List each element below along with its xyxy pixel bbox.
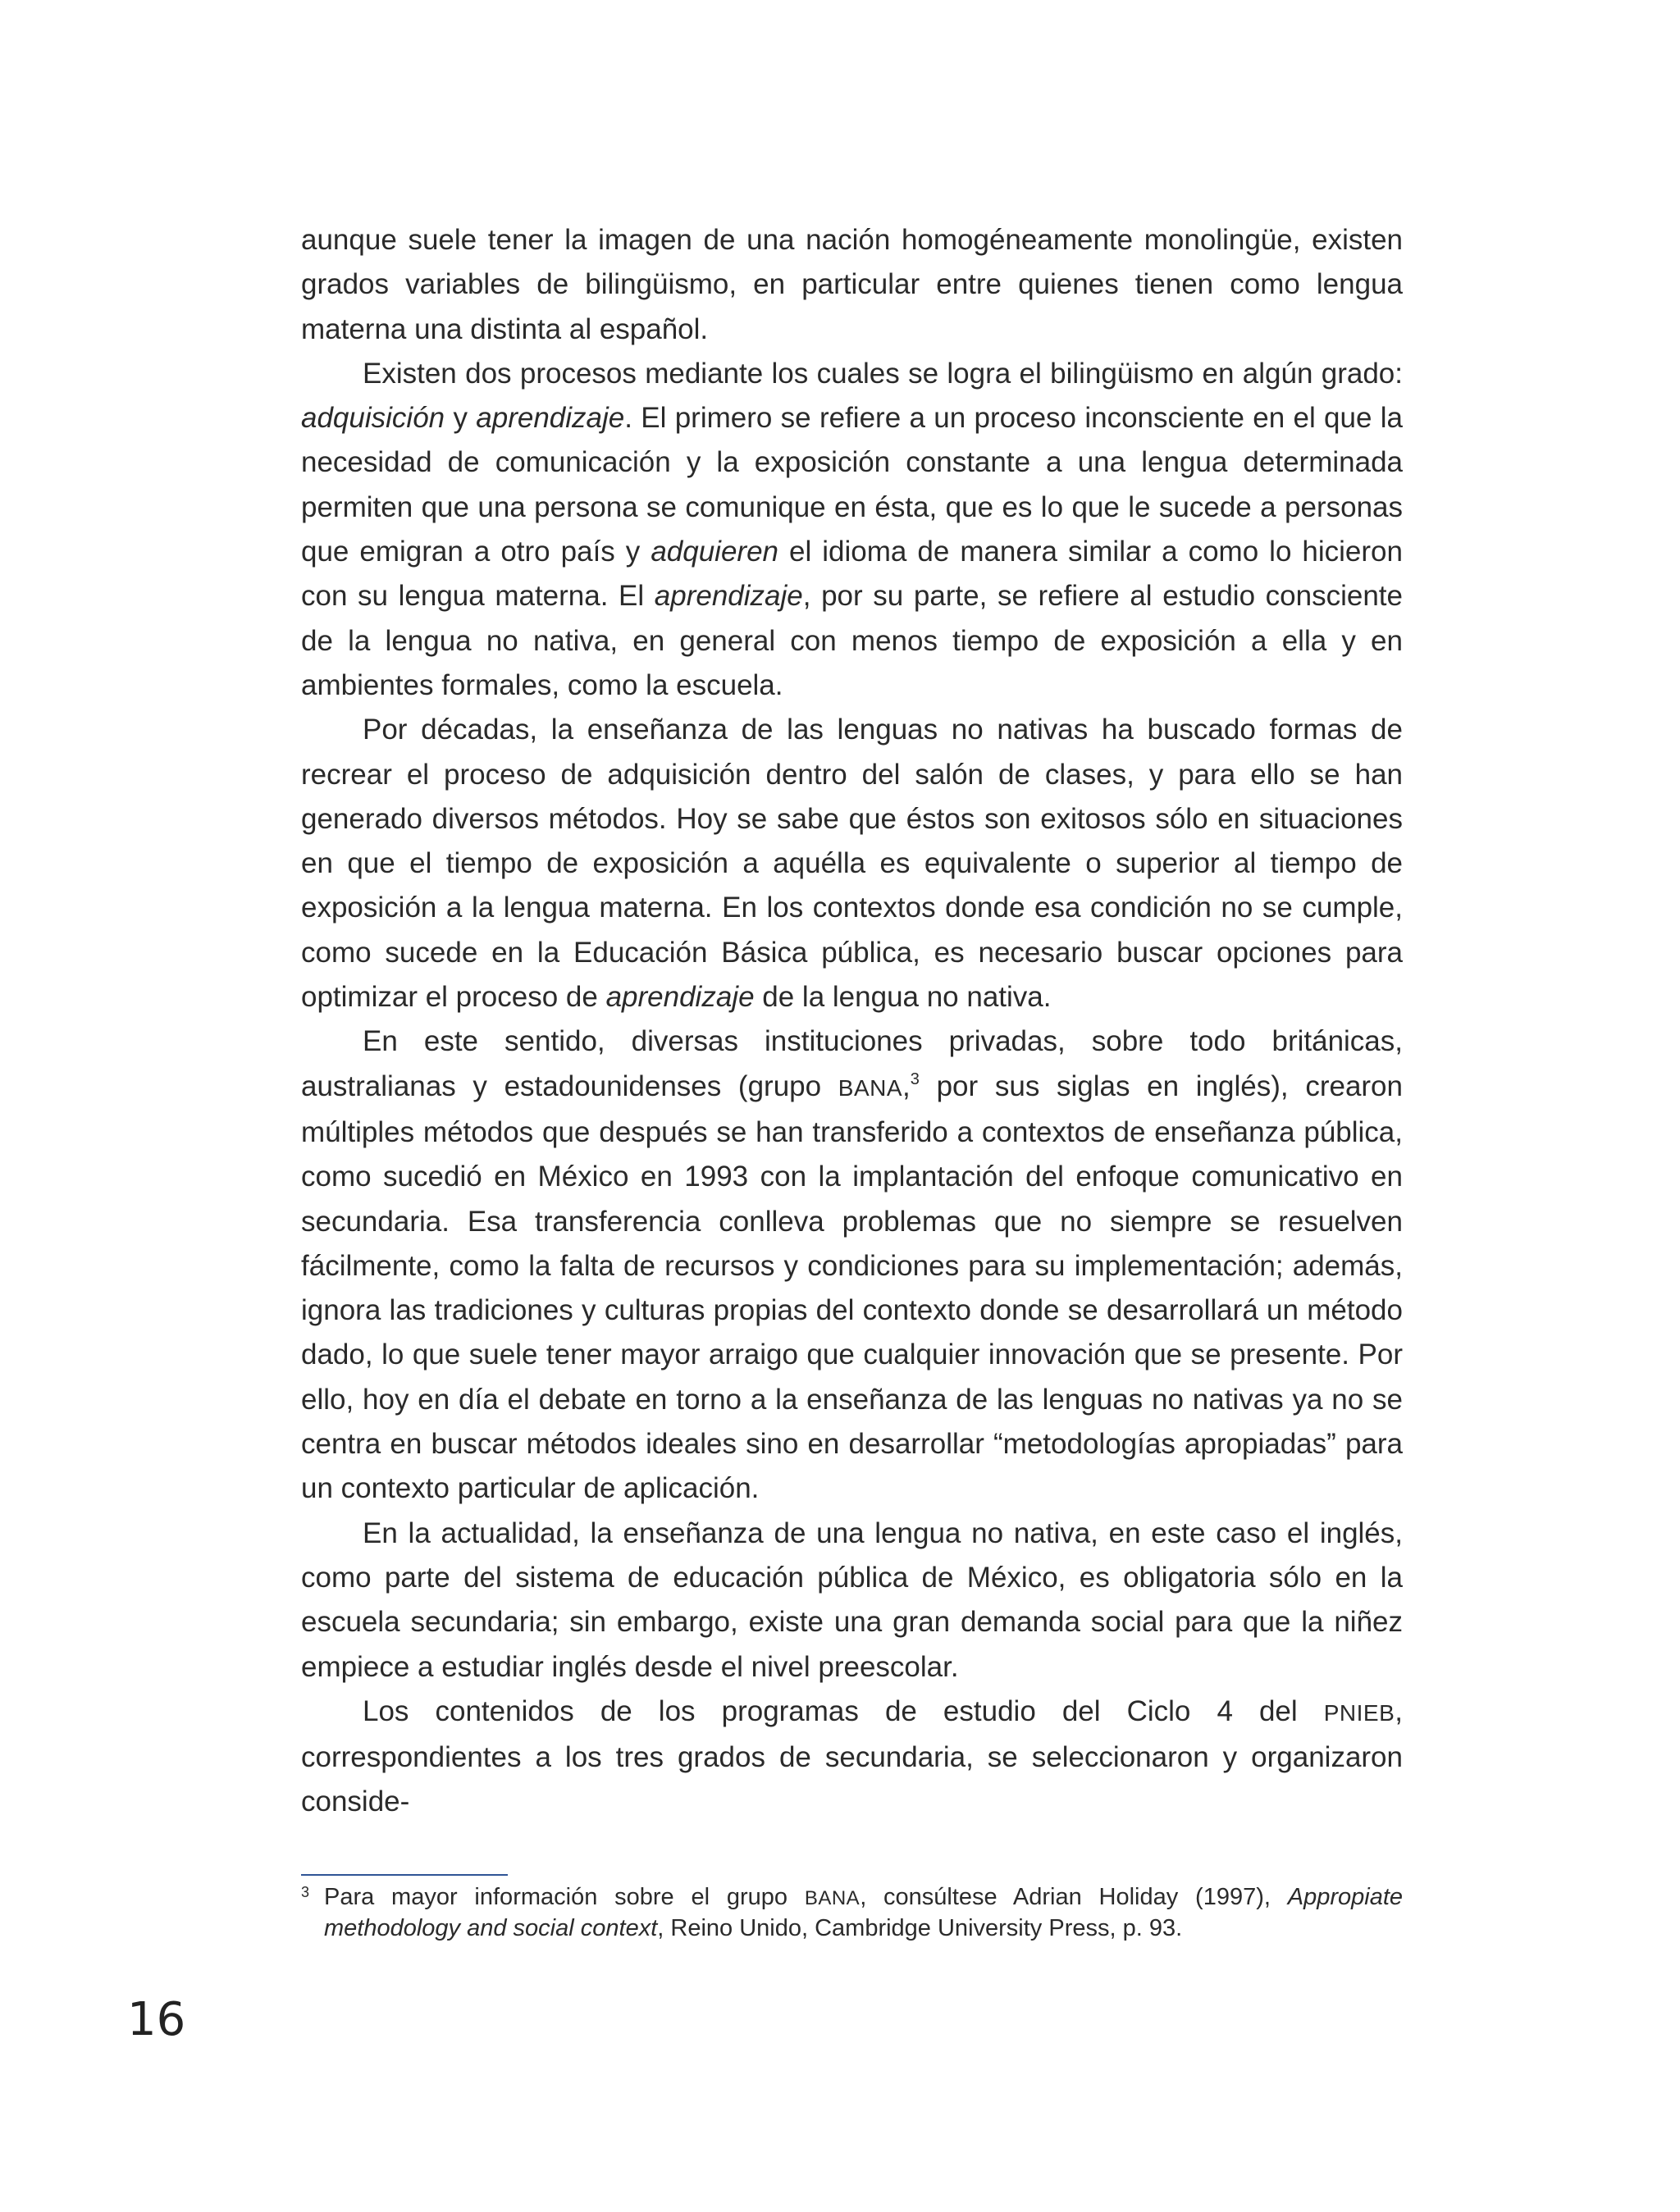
paragraph-3-text: de la lengua no nativa. xyxy=(754,981,1052,1014)
acronym-pnieb: PNIEB xyxy=(1323,1699,1395,1726)
footnote-divider xyxy=(301,1874,508,1876)
footnote xyxy=(301,1882,1403,1943)
paragraph-3-text: Por décadas, la enseñanza de las lenguas no nativas ha buscado formas de recrear el proceso de adquisición dentro del salón de clases, y para ello se han generado diversos métodos. Hoy se sabe que éstos son exitosos sólo en situaciones en que el tiempo de exposición a aquélla es equivalente o superior al tiempo de exposición a la lengua materna. En los contextos donde esa condición no se cumple, como sucede en la Educación Básica pública, es necesario buscar opciones para optimizar el proceso de xyxy=(301,714,1403,1014)
footnote-reference[interactable]: 3 xyxy=(910,1070,920,1088)
paragraph-2-text: y xyxy=(445,402,477,435)
term-aprendizaje: aprendizaje xyxy=(605,981,755,1014)
footnote-text: , Reino Unido, Cambridge University Press, p. 93. xyxy=(657,1915,1183,1941)
acronym-bana: BANA xyxy=(838,1074,903,1101)
term-adquisicion: adquisición xyxy=(301,402,445,435)
paragraph-5-text: En la actualidad, la enseñanza de una lengua no nativa, en este caso el inglés, como parte del sistema de educación pública de México, es obligatoria sólo en la escuela secundaria; sin embargo, existe una gran demanda social para que la niñez empiece a estudiar inglés desde el nivel preescolar. xyxy=(301,1516,1403,1683)
footnote-text: Para mayor información sobre el grupo xyxy=(324,1884,805,1910)
paragraph-3 xyxy=(301,708,1403,1019)
paragraph-2-text: . El primero se refiere a un proceso inconsciente en el que la necesidad de comunicación y la exposición constante a una lengua determinada permiten que una persona se comunique en ésta, que es lo que le sucede a personas que emigran a otro país y xyxy=(301,402,1403,568)
paragraph-2-text: Existen dos procesos mediante los cuales se logra el bilingüismo en algún grado: xyxy=(363,357,1403,390)
paragraph-4 xyxy=(301,1019,1403,1511)
term-aprendizaje: aprendizaje xyxy=(476,402,625,435)
paragraph-1 xyxy=(301,218,1403,352)
paragraph-6-text: , correspondientes a los tres grados de secundaria, se seleccionaron y organizaron conside- xyxy=(301,1694,1403,1818)
paragraph-5 xyxy=(301,1512,1403,1690)
paragraph-6-text: Los contenidos de los programas de estudio del Ciclo 4 del xyxy=(363,1694,1324,1727)
paragraph-2-text: , por su parte, se refiere al estudio consciente de la lengua no nativa, en general con menos tiempo de exposición a ella y en ambientes formales, como la escuela. xyxy=(301,580,1403,701)
paragraph-6 xyxy=(301,1690,1403,1825)
term-aprendizaje: aprendizaje xyxy=(654,580,803,613)
footnote-text: , consúltese Adrian Holiday (1997), xyxy=(860,1884,1288,1910)
paragraph-2-text: el idioma de manera similar a como lo hicieron con su lengua materna. El xyxy=(301,536,1403,613)
footnote-marker: 3 xyxy=(301,1884,310,1900)
body-text xyxy=(301,218,1403,1825)
term-adquieren: adquieren xyxy=(651,536,779,568)
paragraph-1-text: aunque suele tener la imagen de una nación homogéneamente monolingüe, existen grados variables de bilingüismo, en particular entre quienes tienen como lengua materna una distinta al español. xyxy=(301,224,1403,345)
paragraph-4-text: , xyxy=(902,1070,911,1102)
paragraph-2 xyxy=(301,352,1403,708)
paragraph-4-text: En este sentido, diversas instituciones privadas, sobre todo británicas, australianas y estadounidenses (grupo xyxy=(301,1025,1403,1102)
footnote-book-title: Appropiate methodology and social context xyxy=(324,1884,1404,1941)
page-number: 16 xyxy=(127,1993,186,2046)
paragraph-4-text: por sus siglas en inglés), crearon múltiples métodos que después se han transferido a contextos de enseñanza pública, como sucedió en México en 1993 con la implantación del enfoque comunicativo en secundaria. Esa transferencia conlleva problemas que no siempre se resuelven fácilmente, como la falta de recursos y condiciones para su implementación; además, ignora las tradiciones y culturas propias del contexto donde se desarrollará un método dado, lo que suele tener mayor arraigo que cualquier innovación que se presente. Por ello, hoy en día el debate en torno a la enseñanza de las lenguas no nativas ya no se centra en buscar métodos ideales sino en desarrollar “metodologías apropiadas” para un contexto particular de aplicación. xyxy=(301,1070,1403,1505)
acronym-bana: BANA xyxy=(804,1887,861,1909)
